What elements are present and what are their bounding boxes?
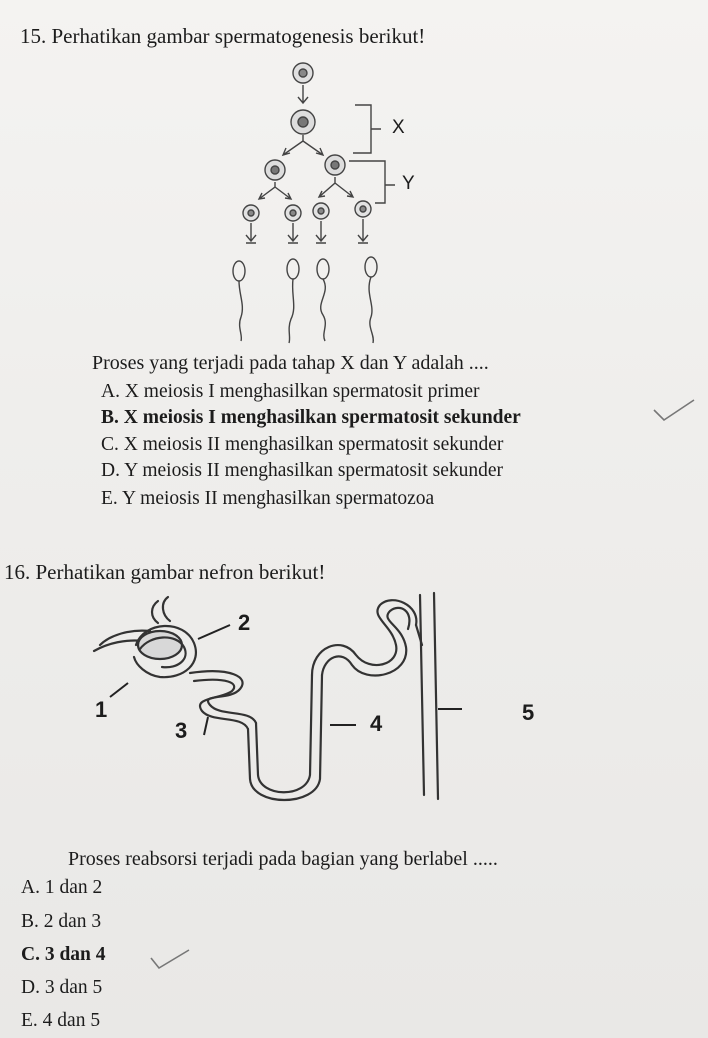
arrow-down-icon — [298, 85, 308, 103]
q15-option-a[interactable]: A. X meiosis I menghasilkan spermatosit primer — [101, 381, 480, 402]
nephron-label-1: 1 — [95, 697, 108, 722]
nephron-label-2: 2 — [238, 610, 251, 635]
checkmark-icon — [147, 946, 193, 972]
sperm-head — [287, 259, 299, 279]
nephron-diagram — [80, 585, 550, 815]
loop-of-henle — [256, 675, 312, 792]
q15-option-d[interactable]: D. Y meiosis II menghasilkan spermatosit sekunder — [101, 460, 504, 481]
q15-title: 15. Perhatikan gambar spermatogenesis berikut! — [20, 24, 426, 48]
sperm-head — [233, 261, 245, 281]
sperm-tail — [239, 281, 242, 341]
proximal-tubule — [190, 671, 256, 723]
sperm-head — [317, 259, 329, 279]
split-arrow-icon — [319, 177, 353, 197]
split-arrow-icon — [283, 135, 323, 155]
sperm-head — [365, 257, 377, 277]
sperm-tail — [289, 279, 294, 343]
split-arrow-icon — [259, 182, 291, 199]
q16-option-e[interactable]: E. 4 dan 5 — [21, 1010, 101, 1031]
sperm-tail — [369, 277, 373, 343]
collecting-duct — [420, 595, 424, 795]
label-x: X — [392, 117, 405, 138]
nephron-label-3: 3 — [175, 718, 188, 743]
q15-question: Proses yang terjadi pada tahap X dan Y adalah .... — [92, 352, 489, 374]
q16-option-b[interactable]: B. 2 dan 3 — [21, 911, 102, 932]
bracket-y — [349, 161, 395, 203]
label-y: Y — [402, 173, 415, 194]
q16-option-a[interactable]: A. 1 dan 2 — [21, 877, 103, 898]
nephron-label-4: 4 — [370, 711, 383, 736]
sperm-tail — [321, 279, 326, 341]
q16-option-c[interactable]: C. 3 dan 4 — [21, 944, 106, 965]
q16-option-d[interactable]: D. 3 dan 5 — [21, 977, 103, 998]
q15-option-e[interactable]: E. Y meiosis II menghasilkan spermatozoa — [101, 488, 435, 509]
q16-question: Proses reabsorsi terjadi pada bagian yang berlabel ..... — [68, 848, 498, 870]
spermatogenesis-diagram — [225, 55, 425, 345]
q16-title: 16. Perhatikan gambar nefron berikut! — [4, 560, 326, 584]
nephron-label-5: 5 — [522, 700, 535, 725]
checkmark-icon — [648, 396, 698, 426]
q15-option-b[interactable]: B. X meiosis I menghasilkan spermatosit sekunder — [101, 407, 521, 428]
bracket-x — [353, 105, 381, 153]
q15-option-c[interactable]: C. X meiosis II menghasilkan spermatosit sekunder — [101, 434, 504, 455]
